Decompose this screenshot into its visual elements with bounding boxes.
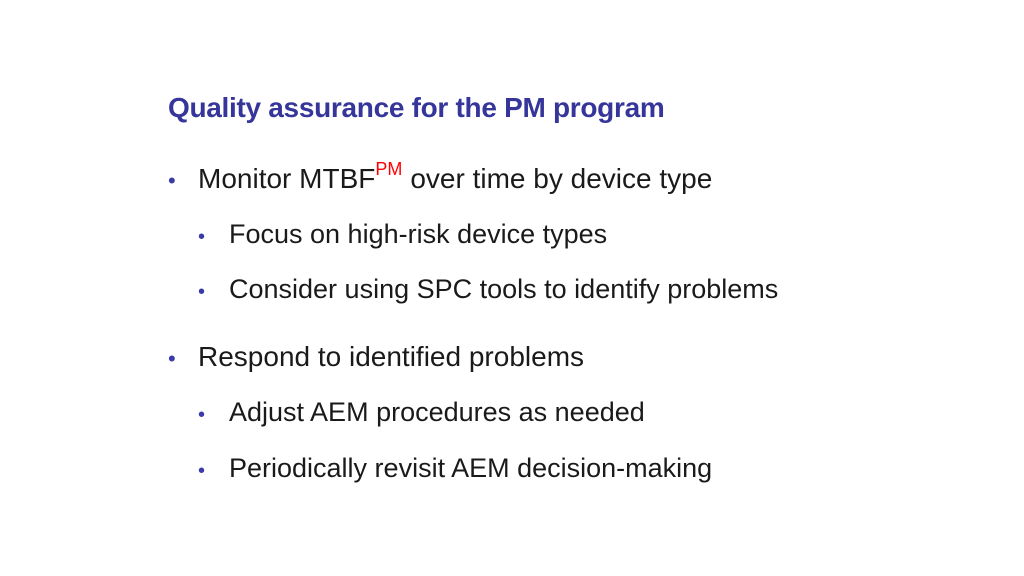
bullet-monitor-mtbf: [168, 159, 713, 195]
bullet-text: Adjust AEM procedures as needed: [229, 397, 645, 427]
sub-bullet-adjust-aem: [198, 397, 645, 428]
bullet-respond-problems: [168, 341, 584, 373]
bullet-text: Focus on high-risk device types: [229, 219, 608, 249]
bullet-text: Consider using SPC tools to identify problems: [229, 274, 779, 304]
superscript-pm: PM: [375, 159, 403, 179]
bullet-text: Monitor MTBF: [198, 163, 376, 194]
bullet-dot-icon: •: [198, 404, 206, 426]
bullet-dot-icon: •: [198, 281, 206, 303]
bullet-text-continued: over time by device type: [410, 163, 713, 194]
sub-bullet-high-risk: [198, 219, 607, 250]
bullet-dot-icon: •: [198, 460, 206, 482]
bullet-dot-icon: •: [168, 346, 176, 371]
bullet-dot-icon: •: [198, 226, 206, 248]
bullet-text: Periodically revisit AEM decision-making: [229, 453, 713, 483]
slide-title: Quality assurance for the PM program: [168, 92, 665, 123]
sub-bullet-spc-tools: [198, 274, 778, 305]
bullet-dot-icon: •: [168, 168, 176, 193]
sub-bullet-revisit-aem: [198, 453, 712, 484]
bullet-text: Respond to identified problems: [198, 341, 585, 372]
